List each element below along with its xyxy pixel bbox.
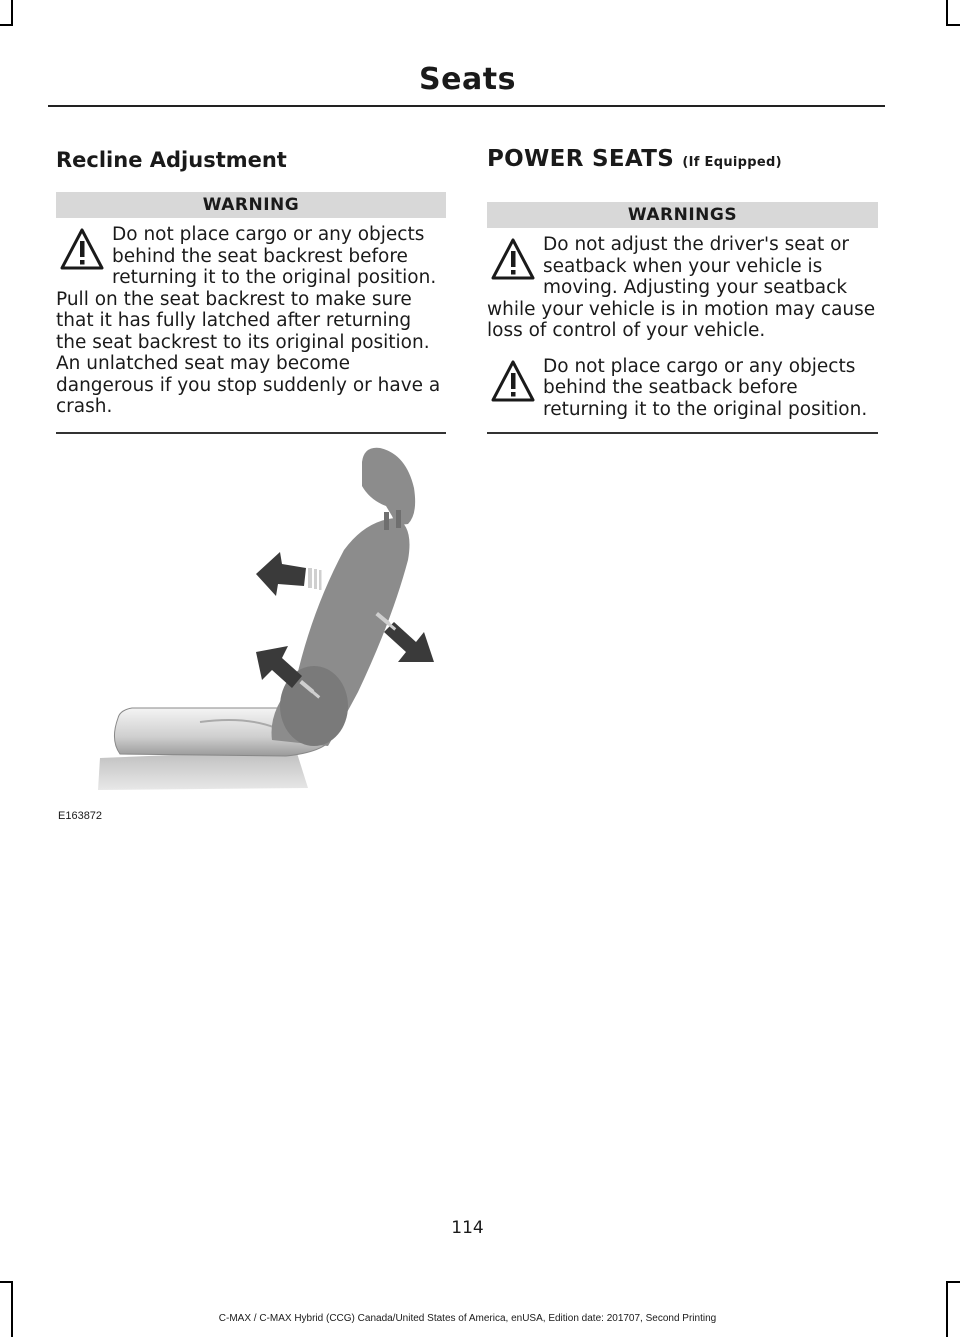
page-number: 114 — [451, 1218, 484, 1238]
warning-triangle-icon — [487, 356, 543, 416]
footer-edition-text: C-MAX / C-MAX Hybrid (CCG) Canada/United States of America, enUSA, Edition date: 201707, Second Printing — [218, 1313, 717, 1324]
crop-mark — [946, 24, 960, 26]
crop-mark — [11, 0, 13, 26]
warning-triangle-icon — [487, 234, 543, 294]
left-column — [56, 140, 446, 434]
crop-mark — [0, 24, 12, 26]
page-title: Seats — [419, 62, 516, 97]
crop-mark — [946, 1281, 948, 1337]
seat-recline-illustration — [96, 440, 446, 800]
warning-triangle-icon — [56, 224, 112, 284]
warning-block — [56, 224, 446, 418]
warning-text: Do not adjust the driver's seat or seatback when your vehicle is moving. Adjusting your seatback while your vehicle is in motion may cause loss of control of your vehicle. — [487, 234, 876, 341]
header-divider — [48, 105, 885, 107]
warning-block — [487, 234, 878, 342]
heading-suffix: (If Equipped) — [682, 155, 782, 170]
warning-text: Do not place cargo or any objects behind the seat backrest before returning it to the original position. — [112, 224, 437, 288]
warning-label-bar: WARNING — [56, 192, 446, 218]
crop-mark — [946, 0, 948, 26]
section-heading-recline: Recline Adjustment — [56, 148, 287, 172]
warning-text: Do not place cargo or any objects behind the seatback before returning it to the original position. — [543, 355, 868, 420]
crop-mark — [0, 1281, 12, 1283]
section-divider — [56, 432, 446, 434]
warning-text-continued: Pull on the seat backrest to make sure that it has fully latched after returning the seat backrest to its original position. An unlatched seat may become dangerous if you stop suddenly or have a crash. — [56, 288, 441, 417]
section-divider — [487, 432, 878, 434]
warnings-label-bar: WARNINGS — [487, 202, 878, 228]
crop-mark — [946, 1281, 960, 1283]
warning-block — [487, 356, 878, 421]
figure-id: E163872 — [58, 810, 103, 822]
crop-mark — [11, 1281, 13, 1337]
heading-text: POWER SEATS — [487, 146, 675, 172]
right-column — [487, 140, 878, 434]
section-heading-power-seats — [487, 146, 878, 172]
